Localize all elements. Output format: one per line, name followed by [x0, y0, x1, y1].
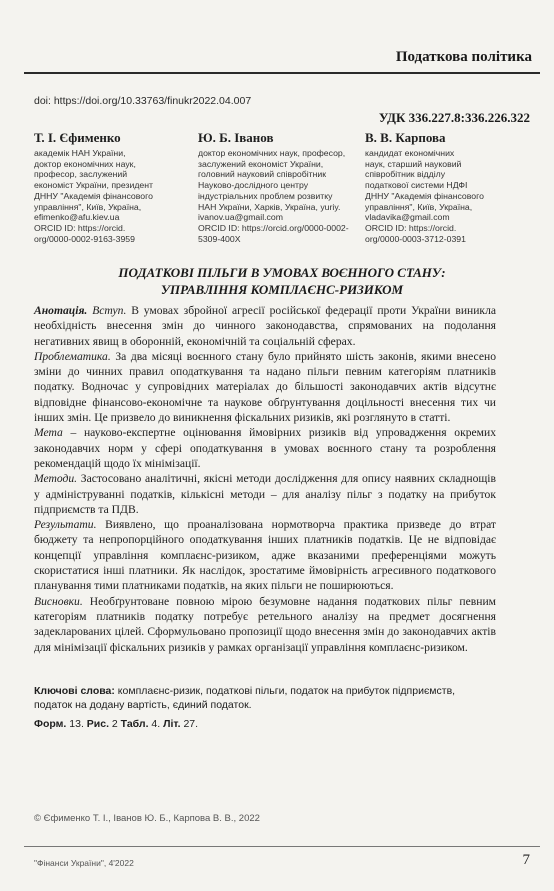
author-3: [365, 130, 525, 244]
figures-count: 2: [109, 718, 118, 730]
title-line: ПОДАТКОВІ ПІЛЬГИ В УМОВАХ ВОЄННОГО СТАНУ:: [118, 265, 446, 280]
tables-label: Табл.: [117, 718, 149, 730]
copyright: © Єфименко Т. І., Іванов Ю. Б., Карпова В. В., 2022: [34, 813, 260, 824]
methods-text: Застосовано аналітичні, якісні методи дослідження для опису наявних складнощів у адмініструванні податків, кількісні методи – для аналізу пільг з податку на прибуток підприємств та ПДВ.: [34, 472, 496, 516]
formulas-label: Форм.: [34, 718, 67, 730]
intro-text: В умовах збройної агресії російської федерації проти України виникла необхідність внесення змін до чинного законодавства, спрямованих на подолання негативних явищ в оборонній, економічній та соціальній сферах.: [34, 304, 496, 348]
goal-text: – науково-експертне оцінювання ймовірних ризиків від упровадження окремих законодавчих норм у сфері оподаткування в умовах воєнного стану та розроблення рекомендацій щодо їх мінімізації.: [34, 426, 496, 470]
problem-label: Проблематика.: [34, 349, 111, 363]
author-affiliation: академік НАН України, доктор економічних наук, професор, заслужений економіст України, президент ДННУ "Академія фінансового управління", Київ, Україна, efimenko@afu.kiev.ua ORCID ID: https://orcid. org/0000-0002-9163-3959: [34, 148, 154, 244]
abstract-intro: [34, 303, 496, 349]
keywords-label: Ключові слова:: [34, 685, 115, 697]
abstract-problem: [34, 349, 496, 425]
header-rule: [24, 72, 540, 74]
author-name: Т. І. Єфименко: [34, 130, 121, 145]
methods-label: Методи.: [34, 472, 78, 486]
tables-count: 4.: [148, 718, 161, 730]
article-title: [34, 264, 530, 298]
title-line: УПРАВЛІННЯ КОМПЛАЄНС-РИЗИКОМ: [160, 282, 404, 297]
author-name: Ю. Б. Іванов: [198, 130, 274, 145]
abstract-results: [34, 517, 496, 593]
conclusions-text: Необґрунтоване повною мірою безумовне надання податкових пільг певним категоріям платників податку потребує ретельного аналізу на предмет досягнення задекларованих цілей. Сформульовано пропозиції щодо внесення змін до законодавчих актів для мінімізації фіскальних ризиків у рамках організації управління комплаєнс-ризиком.: [34, 594, 496, 654]
author-affiliation: доктор економічних наук, професор, заслужений економіст України, головний науковий співробітник Науково-дослідного центру індустріальних проблем розвитку НАН України, Харків, Україна, yuriy. ivanov.ua@gmail.com ORCID ID: https://orcid.org/0000-0002- 5309-400X: [198, 148, 349, 244]
goal-label: Мета: [34, 426, 63, 440]
figures-label: Рис.: [83, 718, 109, 730]
formulas-count: 13.: [66, 718, 84, 730]
keywords-text: комплаєнс-ризик, податкові пільги, податок на прибуток підприємств, податок на додану вартість, єдиний податок.: [34, 685, 456, 711]
article-stats: [34, 718, 198, 730]
abstract-methods: [34, 471, 496, 517]
intro-label: Вступ.: [92, 304, 127, 317]
abstract-goal: [34, 425, 496, 471]
page-number: 7: [522, 852, 530, 868]
references-label: Літ.: [160, 718, 181, 730]
author-affiliation: кандидат економічних наук, старший науковий співробітник відділу податкової системи НДФІ ДННУ "Академія фінансового управління", Київ, Україна, vladavika@gmail.com ORCID ID: https://orcid. org/0000-0003-3712-0391: [365, 148, 484, 244]
journal-name: "Фінанси України", 4'2022: [34, 858, 134, 868]
abstract: [34, 303, 496, 655]
keywords: [34, 684, 496, 712]
author-1: [34, 130, 194, 244]
footer-rule: [24, 846, 540, 847]
udk-code: УДК 336.227.8:336.226.322: [378, 110, 530, 125]
problem-text: За два місяці воєнного стану було прийнято шість законів, якими внесено зміни до чинних правил оподаткування та надано пільги певним категоріям платників податку. Водночас у супровідних матеріалах до більшості законодавчих актів відсутнє відповідне фінансово-економічне та наукове обґрунтування доцільності внесення тих чи інших змін. Це призвело до виникнення фіскальних ризиків, які розглянуто в статті.: [34, 349, 496, 425]
conclusions-label: Висновки.: [34, 594, 83, 608]
author-2: [198, 130, 370, 244]
section-title: Податкова політика: [395, 49, 532, 65]
author-name: В. В. Карпова: [365, 130, 446, 145]
abstract-conclusions: [34, 594, 496, 655]
doi-link[interactable]: doi: https://doi.org/10.33763/finukr2022.04.007: [34, 95, 252, 107]
annotation-label: Анотація.: [34, 304, 88, 317]
results-label: Результати.: [34, 518, 97, 532]
results-text: Виявлено, що проаналізована нормотворча практика призведе до втрат бюджету та непропорційного оподаткування інших платників податків. Це не відповідає концепції управління комплаєнс-ризиком, адже вказаними преференціями можуть скористатися інші платники. Як наслідок, зростатиме ймовірність агресивного податкового планування тими платниками податків, на яких пільги не поширюються.: [34, 518, 496, 593]
references-count: 27.: [180, 718, 199, 730]
